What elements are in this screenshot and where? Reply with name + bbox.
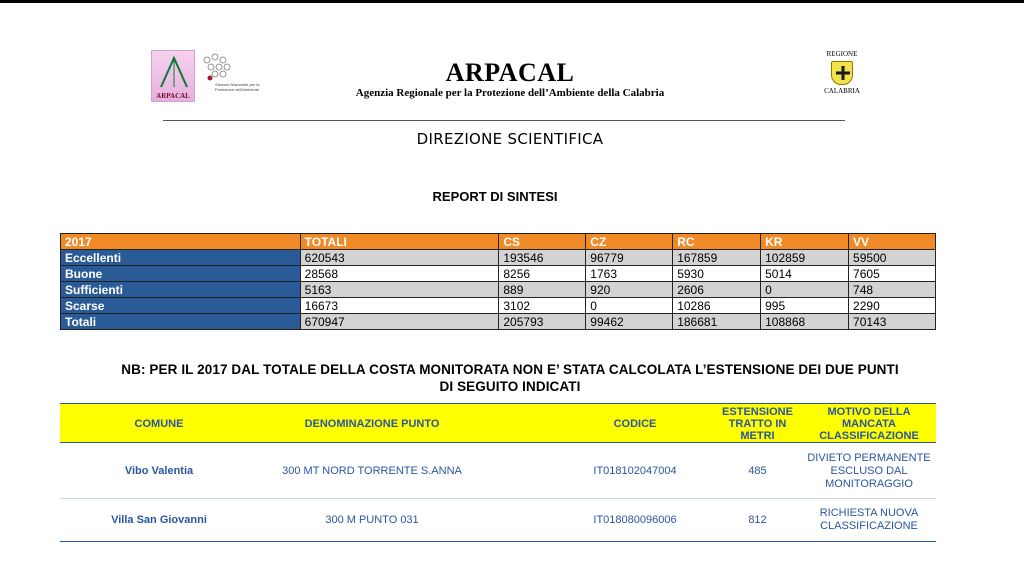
regione-shield-icon [831, 61, 853, 85]
table-cell: 96779 [586, 250, 673, 266]
detail-header-cell: CODICE [613, 418, 657, 430]
header-divider [163, 120, 845, 121]
codice-cell: IT018102047004 [593, 464, 677, 477]
network-icon [201, 52, 241, 82]
table-cell: 995 [761, 298, 849, 314]
table-cell: 205793 [499, 314, 586, 330]
table-row [60, 443, 936, 499]
row-label: Sufficienti [61, 282, 301, 298]
table-cell: 99462 [586, 314, 673, 330]
table-row [61, 250, 936, 266]
table-cell: 167859 [673, 250, 761, 266]
punto-cell: 300 M PUNTO 031 [325, 513, 419, 526]
table-cell: 0 [761, 282, 849, 298]
table-cell: 7605 [849, 266, 936, 282]
agency-title: ARPACAL [445, 58, 575, 87]
arpacal-logo-label: ARPACAL [156, 92, 190, 100]
row-label: Totali [61, 314, 301, 330]
table-cell: 70143 [849, 314, 936, 330]
table-cell: 5014 [761, 266, 849, 282]
punto-cell: 300 MT NORD TORRENTE S.ANNA [282, 464, 462, 477]
table-cell: 748 [849, 282, 936, 298]
table-cell: 1763 [586, 266, 673, 282]
regione-calabria-logo [812, 50, 872, 102]
table-cell: 920 [586, 282, 673, 298]
detail-header-cell: ESTENSIONE TRATTO IN METRI [722, 406, 793, 442]
codice-cell: IT018080096006 [593, 513, 677, 526]
summary-header-cell: VV [849, 234, 936, 250]
arpacal-logo-mark [158, 55, 190, 89]
table-cell: 0 [586, 298, 673, 314]
detail-header-row [60, 403, 936, 443]
row-label: Buone [61, 266, 301, 282]
note-line-2: DI SEGUITO INDICATI [439, 379, 581, 394]
comune-cell: Villa San Giovanni [111, 513, 207, 526]
detail-header-cell: MOTIVO DELLA MANCATA CLASSIFICAZIONE [819, 406, 919, 442]
table-row [61, 266, 936, 282]
table-cell: 5163 [300, 282, 499, 298]
note-line-1: NB: PER IL 2017 DAL TOTALE DELLA COSTA MONITORATA NON E’ STATA CALCOLATA L’ESTENSIONE DEI DUE PUNTI [121, 362, 899, 377]
motivo-cell: RICHIESTA NUOVA CLASSIFICAZIONE [819, 507, 919, 532]
comune-cell: Vibo Valentia [124, 464, 194, 477]
table-row-totals [61, 314, 936, 330]
row-label: Eccellenti [61, 250, 301, 266]
section-title: DIREZIONE SCIENTIFICA [416, 130, 604, 148]
table-row [61, 298, 936, 314]
table-cell: 889 [499, 282, 586, 298]
row-label: Scarse [61, 298, 301, 314]
arpacal-logo [151, 50, 195, 102]
table-cell: 670947 [300, 314, 499, 330]
estensione-cell: 485 [748, 464, 767, 477]
detail-table [60, 403, 936, 541]
summary-header-cell: RC [673, 234, 761, 250]
table-cell: 620543 [300, 250, 499, 266]
table-cell: 186681 [673, 314, 761, 330]
summary-table [60, 233, 936, 330]
table-row [61, 282, 936, 298]
detail-header-cell: COMUNE [134, 418, 184, 430]
table-cell: 193546 [499, 250, 586, 266]
detail-bottom-border [60, 541, 936, 542]
summary-header-cell: CS [499, 234, 586, 250]
report-title: REPORT DI SINTESI [432, 189, 558, 204]
calabria-label: CALABRIA [824, 87, 860, 95]
summary-header-cell: KR [761, 234, 849, 250]
snpa-logo-text: Sistema Nazionale per la Protezione dell'Ambiente [215, 82, 260, 92]
motivo-cell: DIVIETO PERMANENTE ESCLUSO DAL MONITORAGGIO [807, 451, 931, 490]
table-row [60, 499, 936, 541]
summary-header-row [61, 234, 936, 250]
summary-header-cell: TOTALI [300, 234, 499, 250]
table-cell: 108868 [761, 314, 849, 330]
table-cell: 16673 [300, 298, 499, 314]
agency-subtitle: Agenzia Regionale per la Protezione dell’Ambiente della Calabria [355, 87, 665, 99]
table-cell: 28568 [300, 266, 499, 282]
table-cell: 10286 [673, 298, 761, 314]
table-cell: 2606 [673, 282, 761, 298]
regione-label: REGIONE [826, 50, 858, 58]
note-text [60, 361, 960, 395]
estensione-cell: 812 [748, 513, 767, 526]
summary-header-cell: 2017 [61, 234, 301, 250]
table-cell: 8256 [499, 266, 586, 282]
detail-header-cell: DENOMINAZIONE PUNTO [304, 418, 440, 430]
snpa-logo [201, 52, 267, 102]
table-cell: 3102 [499, 298, 586, 314]
table-cell: 5930 [673, 266, 761, 282]
top-border [0, 0, 1024, 3]
table-cell: 102859 [761, 250, 849, 266]
table-cell: 59500 [849, 250, 936, 266]
table-cell: 2290 [849, 298, 936, 314]
summary-header-cell: CZ [586, 234, 673, 250]
